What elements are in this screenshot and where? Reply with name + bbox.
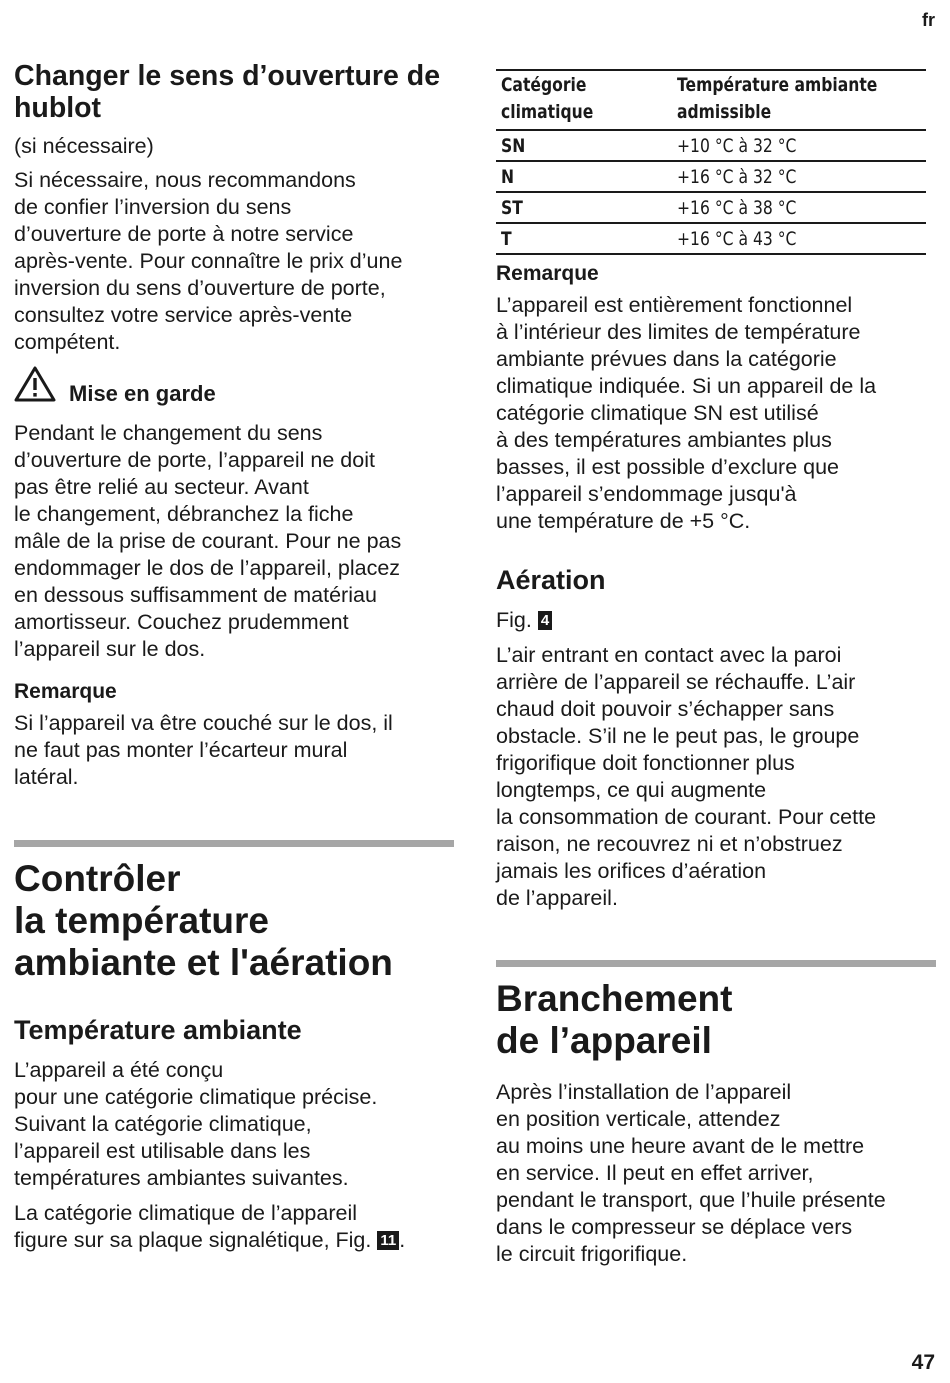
table-cell-range: [672, 130, 926, 161]
text-line: endommager le dos de l’appareil, placez: [14, 556, 401, 580]
text-line: Après l’installation de l’appareil: [496, 1080, 792, 1104]
text-line: à des températures ambiantes plus: [496, 428, 832, 452]
text-line: L’appareil est entièrement fonctionnel: [496, 293, 853, 317]
text-line: L’air entrant en contact avec la paroi: [496, 643, 842, 667]
section-title-door-reversal: Changer le sens d’ouverture de hublot: [14, 60, 441, 124]
text-line: mâle de la prise de courant. Pour ne pas: [14, 529, 402, 553]
text-line: pas être relié au secteur. Avant: [14, 475, 309, 499]
cell-text: +16 °C à 32 °C: [676, 166, 797, 188]
section-title-aeration: Aération: [496, 565, 606, 595]
text-line: de l’appareil.: [496, 886, 618, 910]
chapter-title-temperature: [14, 858, 454, 984]
text-line: après-vente. Pour connaître le prix d’une: [14, 249, 403, 273]
cell-text: +16 °C à 38 °C: [676, 197, 797, 219]
text-line: températures ambiantes suivantes.: [14, 1166, 349, 1190]
text-line: Suivant la catégorie climatique,: [14, 1112, 312, 1136]
chapter-title-line: de l’appareil: [496, 1020, 712, 1061]
text-line: climatique indiquée. Si un appareil de la: [496, 374, 877, 398]
text-line: latéral.: [14, 765, 79, 789]
warning-paragraph: [14, 420, 464, 663]
text-line: en position verticale, attendez: [496, 1107, 781, 1131]
table-header-row: [496, 70, 926, 130]
rating-plate-paragraph: [14, 1200, 464, 1254]
text-line: jamais les orifices d’aération: [496, 859, 767, 883]
text-line: d’ouverture de porte, l’appareil ne doit: [14, 448, 375, 472]
text-line: La catégorie climatique de l’appareil: [14, 1201, 358, 1225]
note-paragraph: [14, 710, 464, 791]
text-line: longtemps, ce qui augmente: [496, 778, 767, 802]
table-cell-category: [496, 192, 672, 223]
chapter-title-line: Branchement: [496, 978, 733, 1019]
aeration-paragraph: [496, 642, 946, 912]
text-line: ambiante prévues dans la catégorie: [496, 347, 837, 371]
table-cell-range: [672, 161, 926, 192]
text-line: d’ouverture de porte à notre service: [14, 222, 354, 246]
text-line: à l’intérieur des limites de température: [496, 320, 861, 344]
warning-heading: [14, 366, 454, 406]
text-line: Si l’appareil va être couché sur le dos, il: [14, 711, 393, 735]
text-line: le circuit frigorifique.: [496, 1242, 688, 1266]
section-subtitle: (si nécessaire): [14, 134, 154, 158]
cell-text: SN: [501, 135, 526, 157]
figure-label: Fig.: [496, 608, 532, 632]
text-line: dans le compresseur se déplace vers: [496, 1215, 853, 1239]
text-line: chaud doit pouvoir s’échapper sans: [496, 697, 835, 721]
table-header-cell: [496, 70, 672, 130]
header-line: admissible: [676, 101, 771, 123]
warning-triangle-icon: [14, 366, 56, 402]
text-line: l’appareil s’endommage jusqu'à: [496, 482, 797, 506]
table-header-cell: [672, 70, 926, 130]
text-line: une température de +5 °C.: [496, 509, 751, 533]
table-row: [496, 161, 926, 192]
note-paragraph: [496, 292, 946, 535]
warning-label: Mise en garde: [69, 381, 216, 406]
page-number: 47: [911, 1351, 935, 1374]
text-line: pendant le transport, que l’huile présente: [496, 1188, 886, 1212]
text-line: obstacle. S’il ne le peut pas, le groupe: [496, 724, 860, 748]
cell-text: +10 °C à 32 °C: [676, 135, 797, 157]
text-line: pour une catégorie climatique précise.: [14, 1085, 378, 1109]
text-line: basses, il est possible d’exclure que: [496, 455, 839, 479]
text-line: inversion du sens d’ouverture de porte,: [14, 276, 386, 300]
cell-text: ST: [501, 197, 523, 219]
text-line: arrière de l’appareil se réchauffe. L’air: [496, 670, 856, 694]
cell-text: T: [501, 228, 512, 250]
text-line: ne faut pas monter l’écarteur mural: [14, 738, 348, 762]
text-line: en service. Il peut en effet arriver,: [496, 1161, 814, 1185]
text-fragment: .: [399, 1228, 406, 1252]
chapter-title-line: la température: [14, 900, 269, 941]
text-line: la consommation de courant. Pour cette: [496, 805, 877, 829]
note-label: Remarque: [496, 262, 599, 285]
text-fragment: figure sur sa plaque signalétique, Fig.: [14, 1228, 372, 1252]
header-line: Température ambiante: [676, 74, 878, 96]
ambient-paragraph: [14, 1057, 464, 1192]
chapter-title-line: ambiante et l'aération: [14, 942, 393, 983]
text-line: en dessous suffisamment de matériau: [14, 583, 377, 607]
text-line: Si nécessaire, nous recommandons: [14, 168, 356, 192]
chapter-title-line: Contrôler: [14, 858, 181, 899]
text-line: frigorifique doit fonctionner plus: [496, 751, 795, 775]
figure-reference-badge: 11: [377, 1231, 399, 1250]
connection-paragraph: [496, 1079, 946, 1268]
table-cell-range: [672, 192, 926, 223]
chapter-divider: [496, 960, 936, 967]
text-line: de confier l’inversion du sens: [14, 195, 292, 219]
header-line: Catégorie: [501, 74, 587, 96]
header-line: climatique: [501, 101, 594, 123]
text-line: le changement, débranchez la fiche: [14, 502, 354, 526]
chapter-divider: [14, 840, 454, 847]
table-cell-category: [496, 130, 672, 161]
text-line: consultez votre service après-vente: [14, 303, 353, 327]
text-line: raison, ne recouvrez ni et n’obstruez: [496, 832, 843, 856]
door-reversal-paragraph: [14, 167, 464, 356]
chapter-title-connection: [496, 978, 936, 1062]
table-cell-category: [496, 161, 672, 192]
section-title-ambient-temperature: Température ambiante: [14, 1015, 302, 1045]
text-line: [14, 1227, 464, 1254]
text-line: Pendant le changement du sens: [14, 421, 323, 445]
text-line: catégorie climatique SN est utilisé: [496, 401, 819, 425]
climate-class-table: [496, 69, 926, 255]
figure-reference-badge: 4: [538, 611, 552, 630]
cell-text: +16 °C à 43 °C: [676, 228, 797, 250]
table-cell-range: [672, 223, 926, 254]
text-line: au moins une heure avant de le mettre: [496, 1134, 865, 1158]
table-row: [496, 192, 926, 223]
text-line: L’appareil a été conçu: [14, 1058, 224, 1082]
cell-text: N: [501, 166, 515, 188]
text-line: l’appareil est utilisable dans les: [14, 1139, 311, 1163]
table-cell-category: [496, 223, 672, 254]
text-line: l’appareil sur le dos.: [14, 637, 206, 661]
language-tag: fr: [922, 10, 935, 30]
note-label: Remarque: [14, 680, 117, 703]
text-line: amortisseur. Couchez prudemment: [14, 610, 349, 634]
text-line: compétent.: [14, 330, 121, 354]
figure-reference: [496, 607, 552, 634]
table-row: [496, 130, 926, 161]
table-row: [496, 223, 926, 254]
